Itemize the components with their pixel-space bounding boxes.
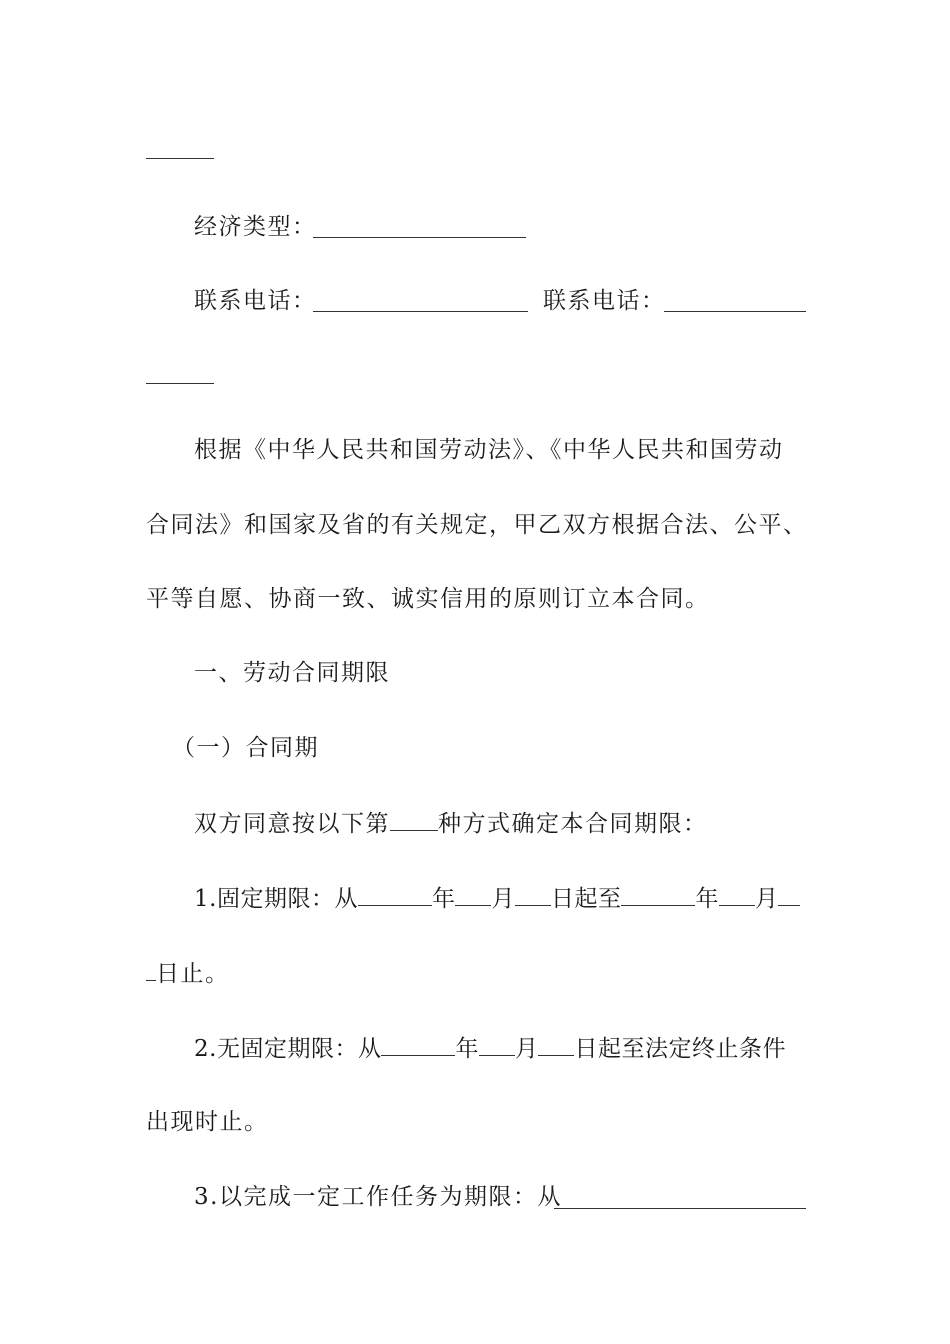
method-line [194,808,810,839]
blank-rule [146,158,214,159]
nofix-term-line2: 出现时止。 [146,1109,269,1135]
month-blank [455,883,491,906]
nofix-month-label: 月 [514,1036,539,1062]
nofix-year-blank [381,1033,455,1056]
para1-line1: 根据《中华人民共和国劳动法》、《中华人民共和国劳动 [194,437,784,463]
day-blank-2a [778,883,800,906]
nofix-month-blank [479,1033,515,1056]
method-post: 种方式确定本合同期限： [438,811,708,837]
day-from-label: 日起至 [550,886,622,912]
year-blank-2 [621,883,695,906]
nofix-pre: 2.无固定期限：从 [194,1036,382,1062]
year-blank [358,883,432,906]
phone-blank-b [664,311,806,312]
day-blank [515,883,551,906]
fixed-end: 日止。 [156,961,230,987]
nofix-day-blank [538,1033,574,1056]
month-blank-2 [719,883,755,906]
nofix-term-line [194,1033,810,1064]
blank-rule-2 [146,383,214,384]
subsection-heading: （一）合同期 [172,735,319,761]
day-blank-2b [146,958,156,981]
year-label: 年 [431,886,456,912]
econ-type-blank [313,237,526,238]
month-label-2: 月 [754,886,779,912]
phone-blank-a [313,311,528,312]
month-label: 月 [491,886,515,912]
task-blank [554,1208,806,1209]
section-heading: 一、劳动合同期限 [194,660,390,686]
method-blank [390,808,438,831]
para1-line2: 合同法》和国家及省的有关规定，甲乙双方根据合法、公平、 [146,512,808,538]
fixed-term-line [194,883,810,914]
econ-type-label: 经济类型： [194,214,317,240]
nofix-year-label: 年 [455,1036,479,1062]
fixed-term-line2 [146,958,810,989]
para1-line3: 平等自愿、协商一致、诚实信用的原则订立本合同。 [146,586,710,612]
task-pre: 3.以完成一定工作任务为期限：从 [194,1184,562,1210]
fixed-pre: 1.固定期限：从 [194,886,358,912]
phone-label-b: 联系电话： [543,288,666,314]
phone-label-a: 联系电话： [194,288,317,314]
year-label-2: 年 [695,886,719,912]
method-pre: 双方同意按以下第 [194,811,390,837]
nofix-post: 日起至法定终止条件 [574,1036,786,1062]
phone-line-b [543,286,673,316]
